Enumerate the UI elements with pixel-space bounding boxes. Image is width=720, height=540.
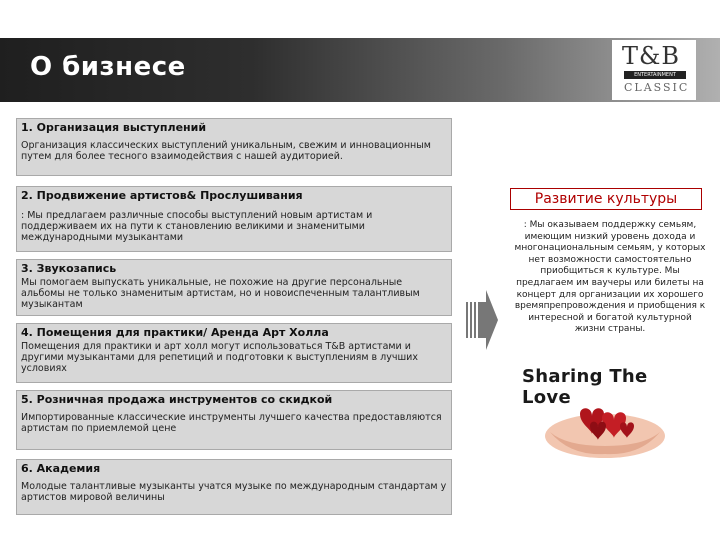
love-caption: Sharing The Love — [522, 366, 648, 408]
section-heading: 5. Розничная продажа инструментов со скидкой — [21, 393, 333, 406]
section-heading: 1. Организация выступлений — [21, 121, 207, 134]
section-heading: 4. Помещения для практики/ Аренда Арт Холла — [21, 326, 329, 339]
section-text: Импортированные классические инструменты лучшего качества предоставляются артистам по приемлемой цене — [21, 412, 442, 434]
section-organization — [16, 118, 452, 176]
section-retail — [16, 390, 452, 450]
section-academy — [16, 459, 452, 515]
logo-main: T&B — [622, 42, 681, 70]
section-text: Организация классических выступлений уникальным, свежим и инновационным путем для более тесного взаимодействия с нашей аудиторией. — [21, 140, 431, 162]
logo-sub: CLASSIC — [624, 81, 690, 94]
culture-text: : Мы оказываем поддержку семьям, имеющим низкий уровень дохода и многонациональным семьям, у которых нет возможности самостоятельно приобщиться к культуре. Мы предлагаем им ваучеры или билеты на концерт для организации их хорошего времяпрепровождения и приобщения к интересной и богатой культурной жизни страны. — [514, 220, 706, 335]
right-arrow-icon — [466, 290, 498, 350]
section-heading: 3. Звукозапись — [21, 262, 117, 275]
company-logo — [612, 40, 696, 100]
sharing-love-image — [512, 362, 702, 460]
hands-hearts-icon — [540, 392, 670, 460]
section-text: : Мы предлагаем различные способы выступлений новым артистам и поддерживаем их на пути к становлению великими и знаменитыми международными музыкантами — [21, 210, 373, 243]
section-practice-rooms — [16, 323, 452, 383]
page-title: О бизнесе — [30, 52, 186, 82]
section-text: Молодые талантливые музыканты учатся музыке по международным стандартам у артистов мировой величины — [21, 481, 447, 503]
section-heading: 2. Продвижение артистов& Прослушивания — [21, 189, 303, 202]
section-text: Помещения для практики и арт холл могут использоваться T&B артистами и другими музыкантами для репетиций и подготовки к выступлениям в лучших условиях — [21, 341, 418, 374]
section-heading: 6. Академия — [21, 462, 101, 475]
section-text: Мы помогаем выпускать уникальные, не похожие на другие персональные альбомы не только знаменитым артистам, но и новоиспеченным талантливым музыкантам — [21, 277, 420, 310]
logo-bar: ENTERTAINMENT — [624, 71, 686, 79]
section-promotion — [16, 186, 452, 252]
section-recording — [16, 259, 452, 316]
culture-title: Развитие культуры — [510, 188, 702, 210]
